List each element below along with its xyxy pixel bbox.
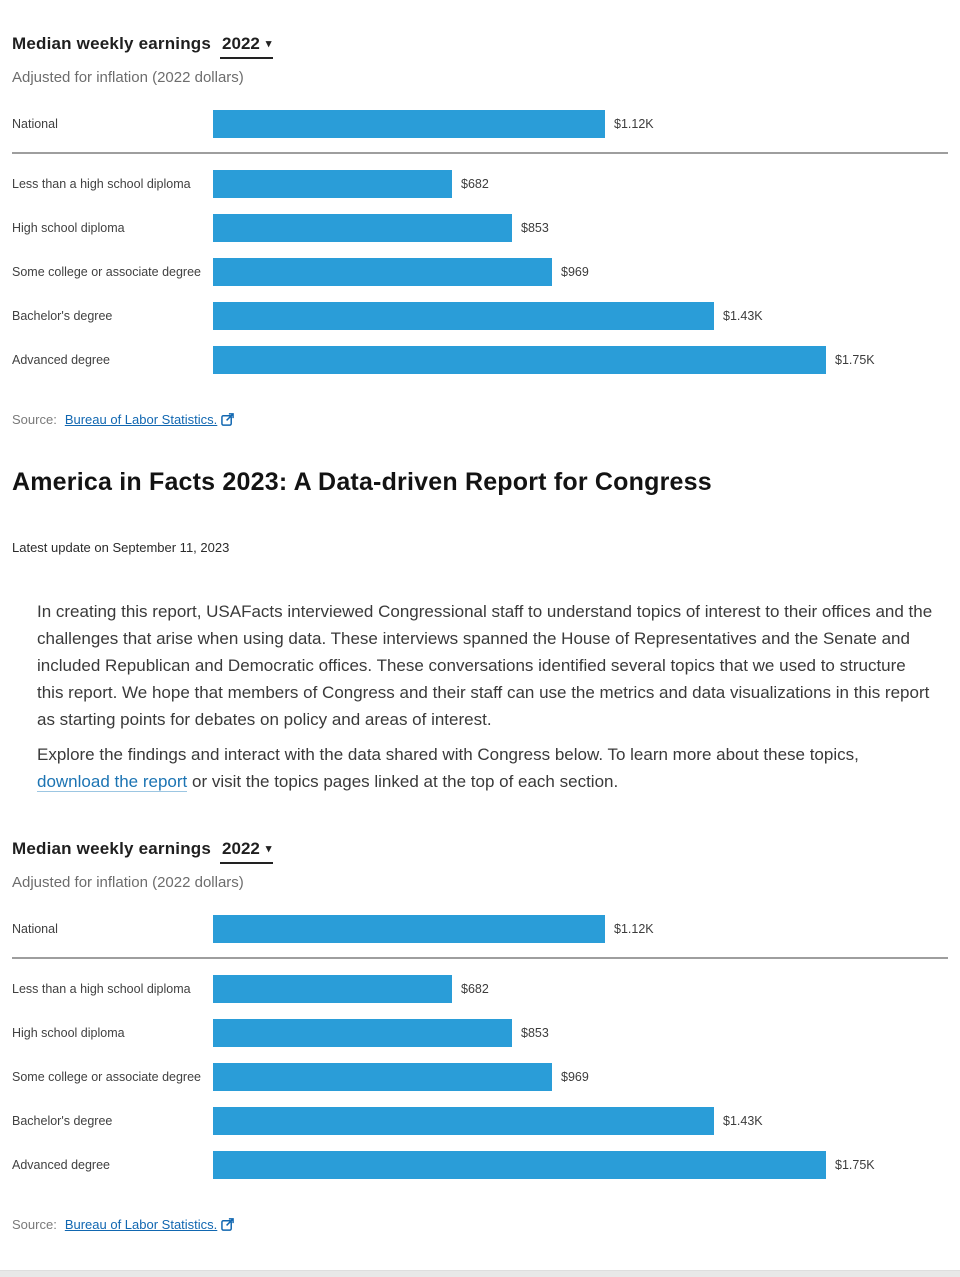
bar-value-label: $1.43K [723, 1114, 763, 1128]
bar-label: High school diploma [12, 1025, 125, 1040]
chart-row [12, 1011, 948, 1055]
bar-label: Some college or associate degree [12, 1069, 202, 1084]
chart-row-national [12, 102, 948, 146]
chart-row [12, 250, 948, 294]
bar-label: National [12, 921, 58, 936]
bar-value-label: $682 [461, 982, 489, 996]
bar-area [213, 1151, 948, 1179]
bar-area [213, 915, 948, 943]
chart-row [12, 162, 948, 206]
bar-value-label: $1.43K [723, 309, 763, 323]
bar-label: Advanced degree [12, 352, 110, 367]
chart-title: Median weekly earnings [12, 34, 212, 53]
bar-value-label: $969 [561, 265, 589, 279]
bar-area [213, 1019, 948, 1047]
bar-value-label: $969 [561, 1070, 589, 1084]
bar-area [213, 975, 948, 1003]
caret-down-icon: ▾ [265, 843, 272, 855]
chart-row [12, 338, 948, 382]
bar-label: Advanced degree [12, 1157, 110, 1172]
bar-area [213, 258, 948, 286]
bar-area [213, 214, 948, 242]
external-link-icon [221, 413, 234, 426]
article [0, 467, 960, 795]
source-link[interactable] [65, 1217, 234, 1232]
national-divider [12, 957, 948, 959]
chart-row [12, 294, 948, 338]
bar[interactable] [213, 1019, 512, 1047]
year-dropdown[interactable] [220, 34, 273, 59]
bar[interactable] [213, 1107, 714, 1135]
chart-row [12, 1099, 948, 1143]
bar[interactable] [213, 346, 826, 374]
bar-value-label: $853 [521, 1026, 549, 1040]
bar[interactable] [213, 214, 512, 242]
bar[interactable] [213, 1151, 826, 1179]
footer-divider [0, 1270, 960, 1277]
bar-area [213, 110, 948, 138]
download-report-link[interactable]: download the report [37, 772, 188, 791]
year-dropdown[interactable] [220, 839, 273, 864]
bar-label: Less than a high school diploma [12, 981, 191, 996]
source-label: Source: [12, 412, 57, 427]
source-line [12, 412, 948, 427]
year-dropdown-value: 2022 [222, 839, 260, 858]
bar[interactable] [213, 1063, 552, 1091]
bar-label: High school diploma [12, 220, 125, 235]
source-link-text: Bureau of Labor Statistics. [64, 412, 218, 427]
explore-text-2: or visit the topics pages linked at the top of each section. [187, 772, 619, 791]
bar[interactable] [213, 258, 552, 286]
external-link-icon [221, 1218, 234, 1231]
caret-down-icon: ▾ [265, 38, 272, 50]
national-divider [12, 152, 948, 154]
bar-area [213, 346, 948, 374]
bar-label: National [12, 116, 58, 131]
intro-paragraph: In creating this report, USAFacts interviewed Congressional staff to understand topics of interest to their offices and the challenges that arise when using data. These interviews spanned the House of Representatives and the Senate and included Republican and Democratic offices. These conversations identified several topics that we used to structure this report. We hope that members of Congress and their staff can use the metrics and data visualizations in this report as starting points for debates on policy and areas of interest. [37, 602, 933, 729]
chart-row [12, 967, 948, 1011]
bar[interactable] [213, 302, 714, 330]
chart-row-national [12, 907, 948, 951]
bar-label: Bachelor's degree [12, 1113, 113, 1128]
bar[interactable] [213, 975, 452, 1003]
bar-value-label: $1.12K [614, 117, 654, 131]
chart-row [12, 206, 948, 250]
bar-label: Bachelor's degree [12, 308, 113, 323]
earnings-chart-bottom [0, 795, 960, 1232]
chart-header [12, 34, 948, 59]
explore-paragraph [37, 741, 933, 795]
last-updated: Latest update on September 11, 2023 [12, 540, 230, 555]
bar-value-label: $853 [521, 221, 549, 235]
bar-value-label: $1.75K [835, 353, 875, 367]
earnings-chart-top [0, 0, 960, 427]
page-title: America in Facts 2023: A Data-driven Report for Congress [12, 468, 712, 496]
chart-row [12, 1143, 948, 1187]
bar-national[interactable] [213, 110, 605, 138]
bar-value-label: $1.12K [614, 922, 654, 936]
bar-area [213, 302, 948, 330]
bar-area [213, 1107, 948, 1135]
explore-text-1: Explore the findings and interact with the data shared with Congress below. To learn more about these topics, [37, 745, 859, 764]
year-dropdown-value: 2022 [222, 34, 260, 53]
source-line [12, 1217, 948, 1232]
source-link-text: Bureau of Labor Statistics. [64, 1217, 218, 1232]
chart-header [12, 839, 948, 864]
bar-area [213, 170, 948, 198]
chart-title: Median weekly earnings [12, 839, 212, 858]
chart-subtitle: Adjusted for inflation (2022 dollars) [12, 874, 244, 891]
bar-label: Some college or associate degree [12, 264, 202, 279]
bar[interactable] [213, 170, 452, 198]
bar-national[interactable] [213, 915, 605, 943]
bar-area [213, 1063, 948, 1091]
bar-label: Less than a high school diploma [12, 176, 191, 191]
chart-subtitle: Adjusted for inflation (2022 dollars) [12, 69, 244, 86]
bar-value-label: $1.75K [835, 1158, 875, 1172]
bar-value-label: $682 [461, 177, 489, 191]
chart-row [12, 1055, 948, 1099]
source-label: Source: [12, 1217, 57, 1232]
source-link[interactable] [65, 412, 234, 427]
